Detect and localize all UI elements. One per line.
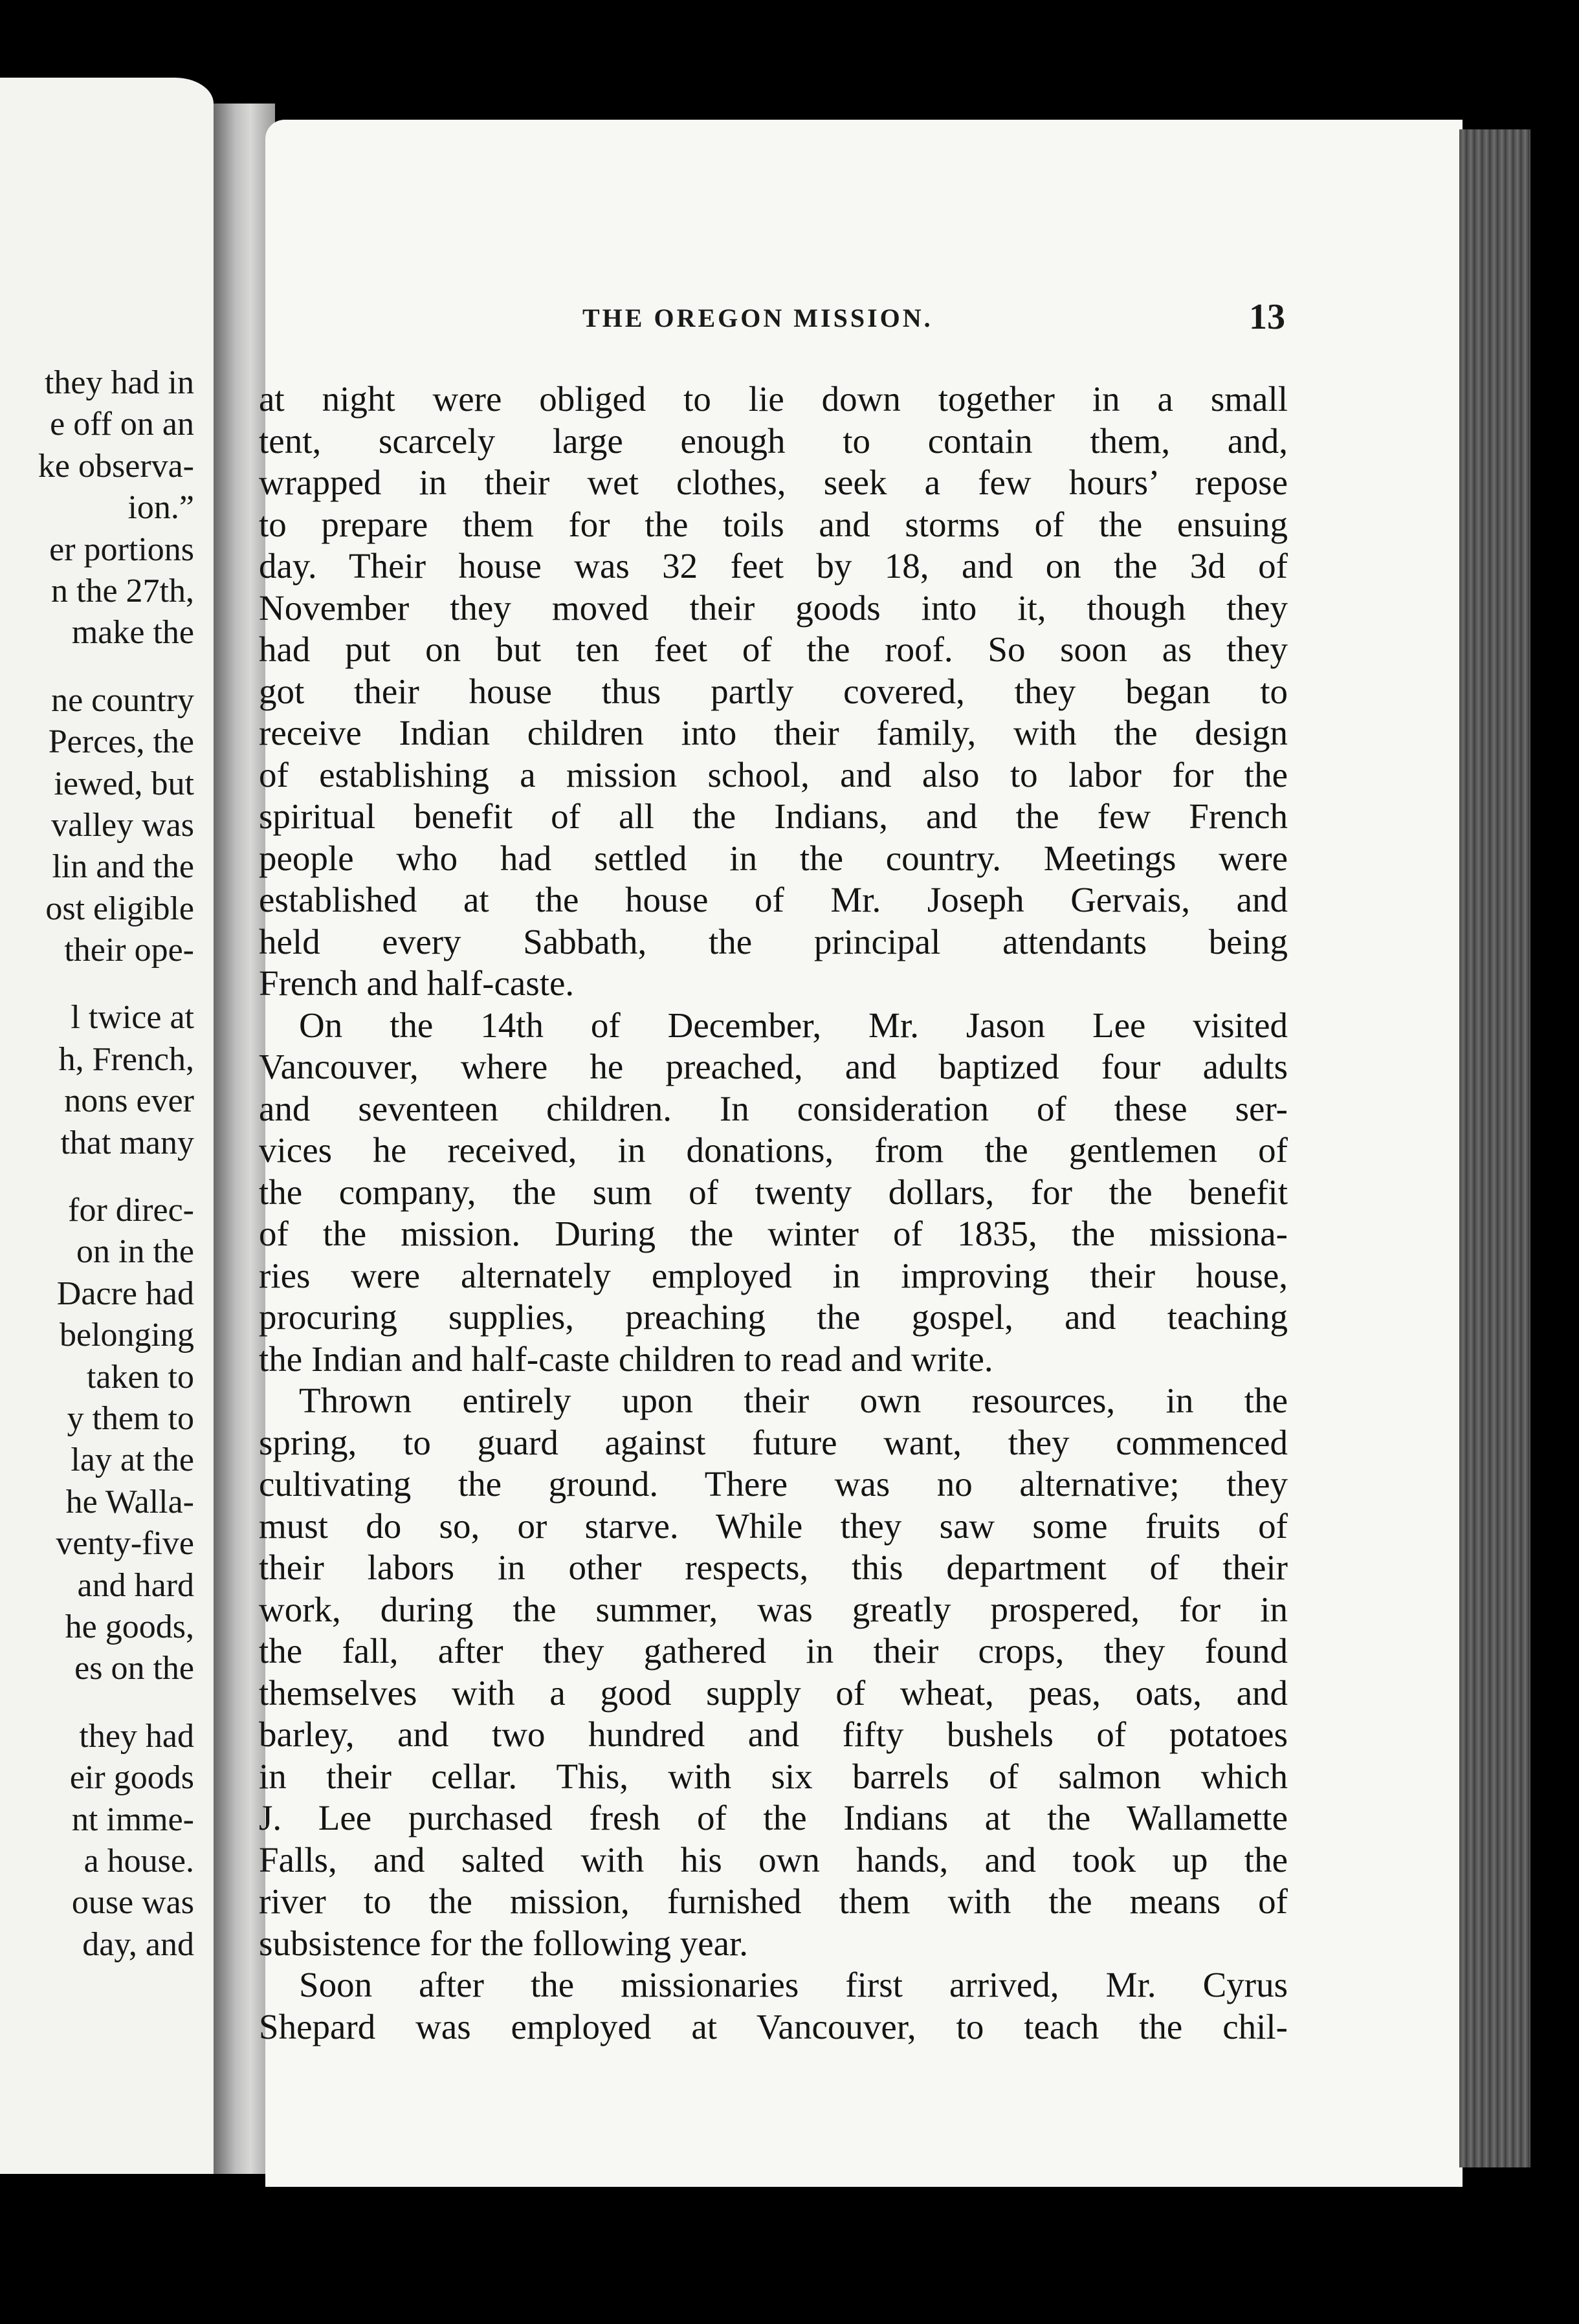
left-line: er portions — [49, 531, 194, 568]
text-line: the fall, after they gathered in their crops, they found — [259, 1631, 1288, 1671]
left-line: y them to — [67, 1399, 194, 1437]
text-line: spring, to guard against future want, they commenced — [259, 1422, 1288, 1462]
left-line: l twice at — [71, 999, 194, 1036]
paragraph-start-line: Thrown entirely upon their own resources, in the — [299, 1381, 1288, 1420]
left-gap — [0, 654, 194, 680]
text-line: of the mission. During the winter of 1835, the missiona- — [259, 1214, 1288, 1253]
paragraph-end-line: French and half-caste. — [259, 963, 575, 1003]
left-line: n the 27th, — [51, 572, 194, 609]
text-line: tent, scarcely large enough to contain them, and, — [259, 421, 1288, 461]
text-line: November they moved their goods into it, though they — [259, 587, 1288, 628]
paragraph-start-line: On the 14th of December, Mr. Jason Lee visited — [299, 1005, 1288, 1045]
left-line: make the — [71, 614, 194, 652]
text-line: to prepare them for the toils and storms of the ensuing — [259, 504, 1288, 544]
running-head: THE OREGON MISSION. — [582, 303, 933, 333]
left-line: they had — [79, 1717, 194, 1755]
left-line: lay at the — [71, 1442, 194, 1479]
left-line: ion.” — [127, 489, 194, 527]
text-line: day. Their house was 32 feet by 18, and on the 3d of — [259, 546, 1288, 586]
left-line: and hard — [77, 1566, 194, 1604]
text-line: Falls, and salted with his own hands, and took up the — [259, 1839, 1288, 1880]
text-line: spiritual benefit of all the Indians, and the few French — [259, 796, 1288, 836]
left-line: their ope- — [64, 932, 194, 969]
text-line: the company, the sum of twenty dollars, for the benefit — [259, 1172, 1288, 1212]
left-line: he goods, — [65, 1608, 194, 1645]
text-line: wrapped in their wet clothes, seek a few hours’ repose — [259, 463, 1288, 502]
left-gap — [0, 1164, 194, 1190]
text-line: held every Sabbath, the principal attendants being — [259, 921, 1288, 961]
left-line: on in the — [76, 1233, 194, 1271]
left-line: he Walla- — [65, 1483, 194, 1520]
text-line: Vancouver, where he preached, and baptized four adults — [259, 1047, 1288, 1086]
left-page-text — [0, 362, 194, 1966]
left-line: nt imme- — [71, 1801, 194, 1838]
text-line: of establishing a mission school, and also to labor for the — [259, 754, 1288, 795]
left-line: taken to — [86, 1358, 194, 1396]
text-line: vices he received, in donations, from the gentlemen of — [259, 1130, 1288, 1170]
text-line: their labors in other respects, this department of their — [259, 1548, 1288, 1587]
text-line: procuring supplies, preaching the gospel, and teaching — [259, 1297, 1288, 1337]
body-text — [259, 378, 1288, 2048]
left-line: eir goods — [69, 1759, 194, 1797]
text-line: cultivating the ground. There was no alternative; they — [259, 1464, 1288, 1504]
left-facing-page — [0, 78, 214, 2174]
text-line: ries were alternately employed in improving their house, — [259, 1255, 1288, 1295]
left-line: day, and — [82, 1925, 194, 1963]
text-line: established at the house of Mr. Joseph Gervais, and — [259, 880, 1288, 919]
left-line: ne country — [51, 681, 194, 719]
left-line: that many — [60, 1124, 194, 1161]
text-line: got their house thus partly covered, they began to — [259, 671, 1288, 711]
text-line: had put on but ten feet of the roof. So soon as they — [259, 630, 1288, 669]
text-line: must do so, or starve. While they saw some fruits of — [259, 1506, 1288, 1546]
text-line: people who had settled in the country. Meetings were — [259, 838, 1288, 878]
paragraph-end-line: subsistence for the following year. — [259, 1923, 749, 1963]
left-line: a house. — [83, 1842, 194, 1880]
text-line: work, during the summer, was greatly prospered, for in — [259, 1589, 1288, 1629]
paragraph-start-line: Soon after the missionaries first arrived, Mr. Cyrus — [299, 1965, 1288, 2004]
left-line: ke observa- — [38, 447, 194, 485]
left-line: for direc- — [68, 1192, 194, 1229]
left-line: e off on an — [50, 406, 194, 443]
text-line: themselves with a good supply of wheat, peas, oats, and — [259, 1672, 1288, 1713]
left-line: they had in — [44, 364, 194, 401]
left-line: venty-five — [56, 1525, 194, 1562]
left-gap — [0, 971, 194, 997]
left-line: h, French, — [58, 1040, 194, 1078]
left-line: Dacre had — [56, 1275, 194, 1312]
left-line: ouse was — [71, 1884, 194, 1922]
left-line: valley was — [51, 806, 194, 844]
text-line: and seventeen children. In consideration of these ser- — [259, 1088, 1288, 1128]
text-line: J. Lee purchased fresh of the Indians at the Wallamette — [259, 1798, 1288, 1837]
left-gap — [0, 1690, 194, 1716]
text-line: in their cellar. This, with six barrels of salmon which — [259, 1756, 1288, 1796]
text-line: Shepard was employed at Vancouver, to teach the chil- — [259, 2006, 1288, 2046]
left-line: es on the — [74, 1650, 194, 1687]
left-line: lin and the — [52, 848, 194, 886]
text-line: at night were obliged to lie down together in a small — [259, 379, 1288, 419]
left-line: ost eligible — [45, 890, 194, 927]
left-line: Perces, the — [48, 723, 194, 761]
left-line: iewed, but — [54, 765, 194, 802]
paragraph-end-line: the Indian and half-caste children to read and write. — [259, 1339, 993, 1379]
text-line: barley, and two hundred and fifty bushels of potatoes — [259, 1715, 1288, 1754]
page-number: 13 — [1249, 297, 1285, 337]
page-edge — [1459, 129, 1530, 2167]
left-line: nons ever — [64, 1082, 194, 1120]
text-line: river to the mission, furnished them with the means of — [259, 1881, 1288, 1921]
text-line: receive Indian children into their family, with the design — [259, 713, 1288, 752]
left-line: belonging — [60, 1317, 194, 1354]
